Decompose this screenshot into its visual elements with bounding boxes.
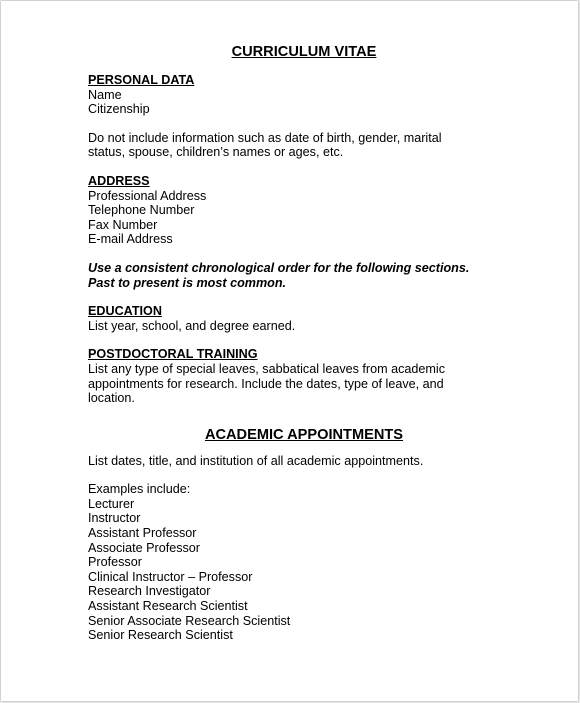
list-item: Lecturer (88, 496, 135, 511)
section-academic (88, 454, 558, 643)
list-item: Professor (88, 555, 142, 570)
document-content (88, 43, 558, 643)
spacer (88, 160, 558, 174)
spacer (88, 290, 558, 304)
spacer (88, 247, 558, 261)
personal-note-line: status, spouse, children’s names or ages, etc. (88, 145, 344, 160)
list-item: Senior Research Scientist (88, 628, 233, 643)
postdoctoral-line: location. (88, 391, 135, 406)
list-item: Senior Associate Research Scientist (88, 613, 291, 628)
list-item: Research Investigator (88, 584, 211, 599)
education-line: List year, school, and degree earned. (88, 318, 296, 333)
personal-line-citizenship: Citizenship (88, 102, 150, 117)
page-title: CURRICULUM VITAE (231, 44, 377, 60)
heading-postdoctoral: POSTDOCTORAL TRAINING (88, 347, 258, 362)
order-note (88, 261, 558, 290)
order-note-line: Use a consistent chronological order for the following sections. (88, 260, 470, 275)
list-item: Clinical Instructor – Professor (88, 569, 253, 584)
list-item: Instructor (88, 511, 141, 526)
examples-label: Examples include: (88, 482, 191, 497)
spacer (88, 333, 558, 347)
section-education (88, 304, 558, 333)
section-postdoctoral (88, 347, 558, 405)
list-item: Assistant Research Scientist (88, 599, 248, 614)
personal-line-name: Name (88, 87, 122, 102)
section-address (88, 174, 558, 247)
list-item: Associate Professor (88, 540, 200, 555)
heading-address: ADDRESS (88, 173, 150, 188)
spacer (88, 117, 558, 131)
personal-note-line: Do not include information such as date of birth, gender, marital (88, 130, 442, 145)
address-line: Fax Number (88, 217, 158, 232)
address-line: Professional Address (88, 188, 207, 203)
academic-intro: List dates, title, and institution of all academic appointments. (88, 453, 424, 468)
address-line: E-mail Address (88, 232, 173, 247)
postdoctoral-line: appointments for research. Include the dates, type of leave, and (88, 376, 444, 391)
spacer (88, 468, 558, 482)
postdoctoral-line: List any type of special leaves, sabbatical leaves from academic (88, 361, 446, 376)
academic-appointments-title: ACADEMIC APPOINTMENTS (204, 426, 404, 443)
section-personal-data (88, 73, 558, 160)
examples-list (88, 497, 558, 643)
address-line: Telephone Number (88, 203, 195, 218)
heading-education: EDUCATION (88, 304, 162, 319)
order-note-line: Past to present is most common. (88, 275, 287, 290)
heading-personal-data: PERSONAL DATA (88, 73, 195, 87)
list-item: Assistant Professor (88, 526, 197, 541)
document-page (1, 1, 578, 701)
